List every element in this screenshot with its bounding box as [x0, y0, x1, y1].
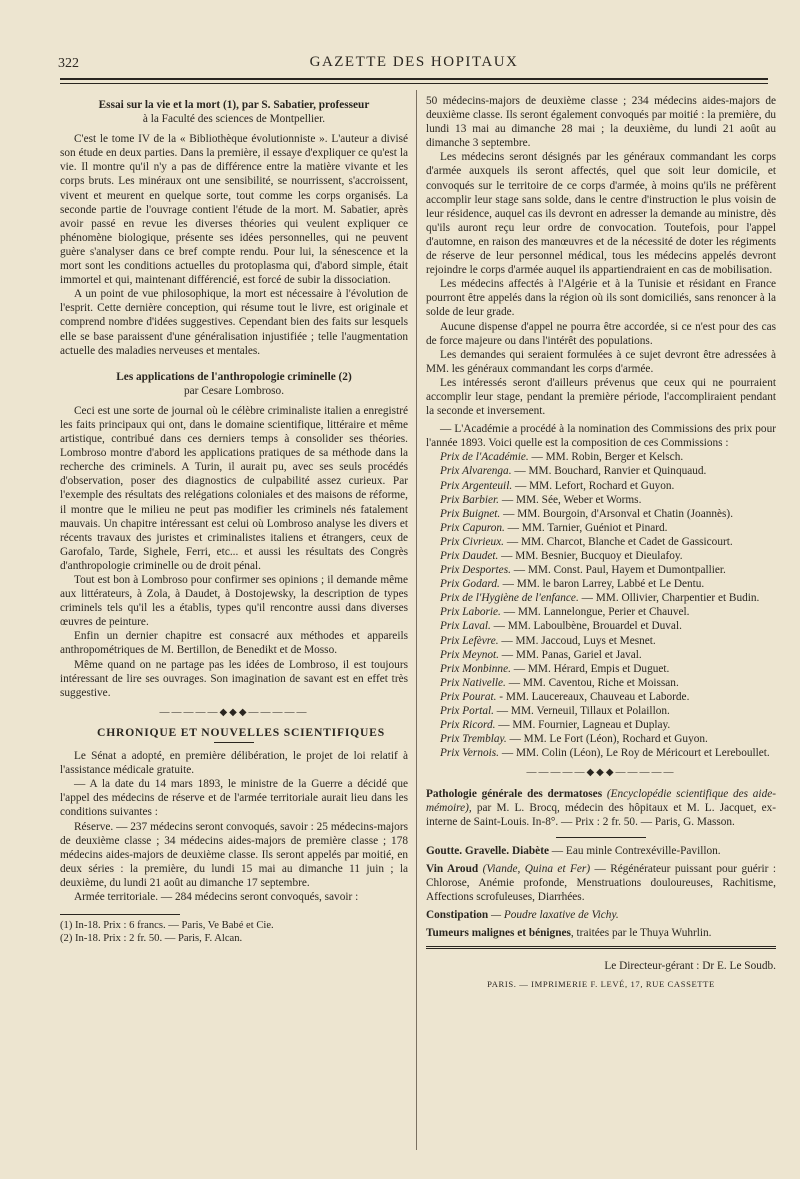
- column-divider: [416, 90, 417, 1150]
- prize-name: Prix Nativelle.: [440, 676, 506, 689]
- prize-entry: [426, 634, 776, 648]
- prize-members: — MM. Const. Paul, Hayem et Dumontpallier.: [510, 564, 726, 577]
- page: [48, 50, 780, 1160]
- prize-members: — MM. Charcot, Blanche et Cadet de Gassicourt.: [504, 535, 733, 548]
- prize-members: — MM. Colin (Léon), Le Roy de Méricourt et Lereboullet.: [499, 747, 770, 760]
- ad-text: — Eau minle Contrexéville-Pavillon.: [548, 844, 721, 857]
- prize-members: — MM. Ollivier, Charpentier et Budin.: [578, 592, 760, 605]
- prize-entry: [426, 450, 776, 464]
- prize-members: — MM. Caventou, Riche et Moissan.: [505, 676, 679, 689]
- prize-entry: [426, 507, 776, 521]
- prize-members: — MM. le baron Larrey, Labbé et Le Dentu.: [499, 578, 705, 591]
- prize-entry: [426, 662, 776, 676]
- prize-members: — MM. Bourgoin, d'Arsonval et Chatin (Joannès).: [500, 507, 734, 520]
- prize-name: Prix Tremblay.: [440, 733, 507, 746]
- editor-line: Le Directeur-gérant : Dr E. Le Soudb.: [604, 960, 776, 973]
- prize-entry: [426, 619, 776, 633]
- paragraph: C'est le tome IV de la « Bibliothèque évolutionniste ». L'auteur a divisé son étude en deux parties. Dans la première, il essaye d'expliquer ce qu'est la vie. Il montre qu'il n'y a pas de différence entre la matière vivante et les corps bruts. Les minéraux ont une sensibilité, se nourrissent, s'accroissent, vivent et meurent en quelque sorte, tout comme les corps organisés. La seconde partie de l'ouvrage contient l'étude de la mort. M. Sabatier, après avoir passé en revue les diverses théories qui veulent expliquer ce phénomène biologique, présente ses idées personnelles, qui ne peuvent guère s'analyser dans ce bref compte rendu. Pour lui, la sénescence et la mort sont les conditions actuelles du protoplasma qui, d'abord simple, était immortel et qui, maintenant différencié, est forcé de subir la dissociation.: [60, 133, 408, 287]
- prize-list: [426, 450, 776, 760]
- short-rule: [214, 742, 254, 743]
- paragraph: Les demandes qui seraient formulées à ce sujet devront être adressées à MM. les généraux commandant les corps d'armée.: [426, 348, 776, 375]
- article-title: Essai sur la vie et la mort (1), par S. Sabatier, professeur: [98, 99, 370, 111]
- prize-name: Prix Monbinne.: [440, 662, 511, 675]
- prize-entry: [426, 718, 776, 732]
- prize-members: — MM. Lefort, Rochard et Guyon.: [512, 479, 675, 492]
- prize-members: — MM. Fournier, Lagneau et Duplay.: [495, 719, 671, 732]
- header-rule-thin: [60, 83, 768, 84]
- header-rule: [60, 78, 768, 80]
- ornament-divider: —————◆◆◆—————: [159, 706, 309, 718]
- prize-entry: [426, 732, 776, 746]
- article-subtitle: par Cesare Lombroso.: [183, 384, 285, 397]
- prize-name: Prix Meynot.: [440, 648, 499, 661]
- prize-members: — MM. Bouchard, Ranvier et Quinquaud.: [511, 465, 707, 478]
- prize-name: Prix Argenteuil.: [440, 479, 513, 492]
- prize-members: — MM. Tarnier, Guéniot et Pinard.: [504, 521, 668, 534]
- right-column: [426, 94, 776, 992]
- advertisement: [426, 908, 776, 922]
- paragraph: Aucune dispense d'appel ne pourra être accordée, si ce n'est pour des cas de force majeure ou dans l'intérêt des populations.: [426, 320, 776, 347]
- prize-entry: [426, 493, 776, 507]
- prize-name: Prix Godard.: [440, 578, 500, 591]
- prize-members: — MM. Laboulbène, Brouardel et Duval.: [490, 620, 682, 633]
- paragraph: Les médecins seront désignés par les généraux commandant les corps d'armée auxquels ils seront affectés, quel que soit leur domicile, et convoqués sur le territoire de ce corps d'armée, à moins qu'ils ne préfèrent accomplir leur stage sans solde, dans le centre d'instruction le plus voisin de leur résidence, auquel cas ils devront en adresser la demande au ministre, dès qu'ils auront reçu leur ordre de convocation. Toutefois, pour l'appel d'automne, en raison des manœuvres et de la nécessité de doter les régiments de réserve de leur personnel médical, tous les médecins appelés devront rejoindre le corps d'armée auquel ils appartiendraient en cas de mobilisation.: [426, 151, 776, 277]
- prize-members: — MM. Besnier, Bucquoy et Dieulafoy.: [498, 550, 683, 562]
- short-rule: [556, 837, 646, 838]
- prize-entry: [426, 591, 776, 605]
- prize-entry: [426, 464, 776, 478]
- advertisement: [426, 844, 776, 858]
- prize-entry: [426, 690, 776, 704]
- paragraph: Les intéressés seront d'ailleurs prévenus que ceux qui ne pourraient accomplir leur stage, pendant la première période, l'accompliraient pendant la seconde et inversement.: [426, 376, 776, 418]
- prize-members: — MM. Jaccoud, Luys et Mesnet.: [498, 634, 656, 647]
- prize-members: — MM. Verneuil, Tillaux et Polaillon.: [493, 705, 670, 718]
- prize-name: Prix Civrieux.: [440, 535, 504, 548]
- book-details: par M. L. Brocq, médecin des hôpitaux et M. L. Jacquet, ex-interne de Saint-Louis. In-8°. — Prix : 2 fr. 50. — Paris, G. Masson.: [426, 801, 777, 828]
- prize-entry: [426, 648, 776, 662]
- printer-line: PARIS. — IMPRIMERIE F. LEVÉ, 17, RUE CASSETTE: [487, 979, 715, 990]
- prize-entry: [426, 746, 776, 760]
- footnote-rule: [60, 914, 180, 915]
- paragraph: A un point de vue philosophique, la mort est nécessaire à l'évolution de l'esprit. Cette dernière conception, qui résume tout le livre, est originale et comprend nombre d'idées suggestives. Cependant bien des faits sur lesquels elle se base paraissent d'une généralisation injustifiée ; telle l'augmentation actuelle des maladies nerveuses et mentales.: [60, 288, 408, 357]
- prize-name: Prix de l'Hygiène de l'enfance.: [440, 592, 579, 605]
- paragraph: — L'Académie a procédé à la nomination des Commissions des prix pour l'année 1893. Voici quelle est la composition de ces Commissions :: [426, 423, 776, 450]
- prize-entry: [426, 605, 776, 619]
- prize-name: Prix Laval.: [440, 620, 491, 633]
- book-series: (Encyclopédie scientifique des aide-mémoire),: [426, 787, 777, 814]
- prize-name: Prix Laborie.: [440, 606, 501, 619]
- prize-members: — MM. Hérard, Empis et Duguet.: [510, 662, 670, 675]
- paragraph: Même quand on ne partage pas les idées de Lombroso, il est toujours intéressant de lire ses ouvrages. Son imagination de savant est en effet très suggestive.: [60, 658, 408, 699]
- prize-entry: [426, 676, 776, 690]
- journal-title: GAZETTE DES HOPITAUX: [309, 54, 519, 70]
- prize-name: Prix Barbier.: [440, 493, 499, 506]
- paragraph: Réserve. — 237 médecins seront convoqués, savoir : 25 médecins-majors de deuxième classe ; 34 médecins aides-majors de première classe ; 178 médecins aides-majors de deuxième classe. Ils seront appelés par moitié, en deux séries : la première, du lundi 15 mai au dimanche 11 juin ; la deuxième, du lundi 21 août au dimanche 17 septembre.: [60, 820, 408, 889]
- prize-name: Prix Vernois.: [440, 747, 499, 760]
- ornament-divider: —————◆◆◆—————: [526, 767, 676, 779]
- prize-name: Prix Pourat.: [440, 690, 497, 703]
- prize-name: Prix de l'Académie.: [440, 451, 529, 464]
- footnote: (2) In-18. Prix : 2 fr. 50. — Paris, F. Alcan.: [60, 933, 243, 945]
- left-column: [60, 94, 408, 945]
- advertisements: [426, 844, 776, 941]
- prize-members: - MM. Laucereaux, Chauveau et Laborde.: [496, 690, 690, 703]
- prize-name: Prix Buignet.: [440, 507, 501, 520]
- article-subtitle: à la Faculté des sciences de Montpellier.: [142, 113, 326, 126]
- paragraph: Les médecins affectés à l'Algérie et à la Tunisie et résidant en France pourront être appelés dans la région où ils sont domiciliés, sans renoncer à la solde de leur grade.: [426, 278, 776, 319]
- prize-members: — MM. Sée, Weber et Worms.: [499, 493, 642, 506]
- prize-entry: [426, 577, 776, 591]
- ad-text: — Régénérateur puissant pour guérir : Chlorose, Anémie profonde, Menstruations douloureuses, Rachitisme, Affections scrofuleuses, Diarrhées.: [426, 862, 776, 904]
- article-title: Les applications de l'anthropologie criminelle (2): [116, 370, 352, 383]
- prize-members: — MM. Panas, Gariel et Javal.: [498, 648, 642, 661]
- prize-entry: [426, 535, 776, 549]
- ad-text-italic: (Viande, Quina et Fer): [478, 862, 591, 875]
- prize-members: — MM. Lannelongue, Perier et Chauvel.: [500, 606, 690, 619]
- paragraph: Ceci est une sorte de journal où le célèbre criminaliste italien a enregistré les faits principaux qui ont, dans le domaine scientifique, littéraire et même artistique, contribué dans ces derniers temps à consolider ses théories. Lombroso montre d'abord les applications pratiques de sa méthode dans la recherche des criminels. A Turin, il aurait pu, avec ses seuls procédés d'observation, poser des diagnostics de culpabilité assez curieux. Par l'exemple des résultats des relégations coloniales et des maisons de réforme, il montre que le milieu ne peut pas modifier les criminels nés fatalement mauvais. Un chapitre intéressant est celui où Lombroso analyse les divers et récents travaux des juristes et criminalistes italiens et étrangers, ceux de Garofalo, Tarde, Sighele, Ferri, etc... et aussi les résultats des Congrès d'anthropologie criminelle ou de droit pénal.: [60, 404, 408, 572]
- paragraph: — A la date du 14 mars 1893, le ministre de la Guerre a décidé que l'appel des médecins de réserve et de l'armée territoriale aurait lieu dans les conditions suivantes :: [60, 778, 408, 819]
- prize-members: — MM. Le Fort (Léon), Rochard et Guyon.: [506, 733, 708, 746]
- page-number: 322: [58, 56, 79, 71]
- prize-name: Prix Alvarenga.: [440, 465, 512, 478]
- prize-entry: [426, 521, 776, 535]
- paragraph: Armée territoriale. — 284 médecins seront convoqués, savoir :: [74, 890, 359, 903]
- ad-heading: Constipation: [426, 909, 489, 922]
- paragraph: Enfin un dernier chapitre est consacré aux méthodes et appareils anthropométriques de M. Bertillon, de Benedikt et de Mosso.: [60, 630, 408, 657]
- paragraph: Tout est bon à Lombroso pour confirmer ses opinions ; il demande même aux littérateurs, à Zola, à Daudet, à Dostojewsky, la description de types criminels tels qu'il les a établis, types qu'il rencontre aussi dans diverses œuvres de peinture.: [60, 574, 408, 629]
- prize-entry: [426, 549, 776, 563]
- prize-name: Prix Ricord.: [440, 719, 496, 732]
- prize-entry: [426, 563, 776, 577]
- ad-heading: Vin Aroud: [426, 862, 479, 875]
- ad-heading: Goutte. Gravelle. Diabète: [426, 844, 549, 857]
- ad-heading: Tumeurs malignes et bénignes: [426, 927, 571, 940]
- prize-entry: [426, 704, 776, 718]
- page-header: [48, 50, 780, 74]
- ad-text-italic: — Poudre laxative de Vichy.: [488, 909, 619, 922]
- paragraph: Le Sénat a adopté, en première délibération, le projet de loi relatif à l'assistance médicale gratuite.: [60, 750, 408, 777]
- prize-name: Prix Portal.: [440, 705, 494, 718]
- advertisement: [426, 862, 776, 904]
- advertisement: [426, 926, 776, 940]
- prize-entry: [426, 479, 776, 493]
- prize-name: Prix Lefèvre.: [440, 634, 499, 647]
- prize-name: Prix Capuron.: [440, 521, 505, 534]
- book-review: [426, 787, 776, 829]
- prize-members: — MM. Robin, Berger et Kelsch.: [528, 451, 684, 464]
- footnote: (1) In-18. Prix : 6 francs. — Paris, Ve Babé et Cie.: [60, 920, 274, 932]
- section-title: CHRONIQUE ET NOUVELLES SCIENTIFIQUES: [97, 725, 385, 739]
- paragraph: 50 médecins-majors de deuxième classe ; 234 médecins aides-majors de deuxième classe. Ils seront également convoqués par moitié : la première, du lundi 13 mai au dimanche 28 mai ; la deuxième, du lundi 21 août au dimanche 3 septembre.: [426, 95, 776, 150]
- ad-text: , traitées par le Thuya Wuhrlin.: [570, 927, 712, 940]
- prize-name: Prix Desportes.: [440, 564, 511, 577]
- prize-name: Prix Daudet.: [440, 550, 499, 562]
- double-rule: [426, 946, 776, 949]
- book-title: Pathologie générale des dermatoses: [426, 787, 603, 800]
